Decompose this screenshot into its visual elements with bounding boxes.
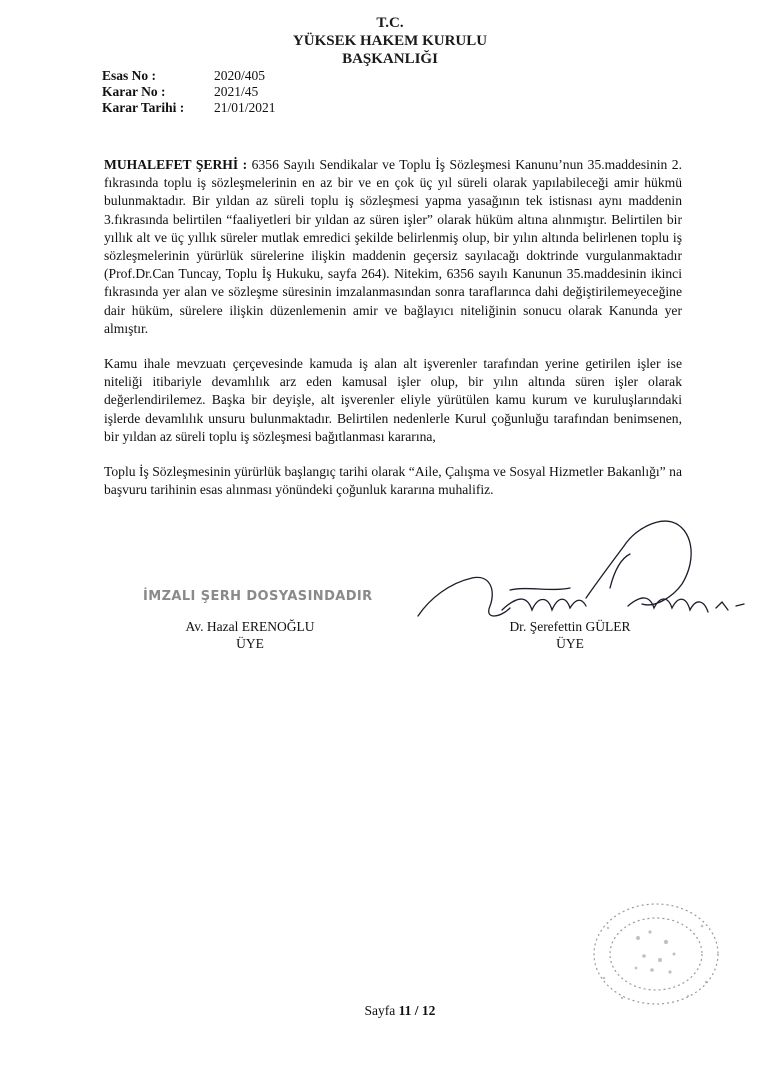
- header-office: BAŞKANLIĞI: [342, 51, 438, 67]
- meta-key: Karar No :: [102, 84, 166, 99]
- signed-copy-stamp: İMZALI ŞERH DOSYASINDADIR: [143, 588, 373, 605]
- meta-key: Karar Tarihi :: [102, 100, 185, 115]
- signatory-left: [150, 618, 350, 652]
- meta-value: 21/01/2021: [214, 100, 276, 115]
- meta-row-karar: [102, 84, 276, 100]
- case-metadata: [102, 68, 276, 116]
- signatory-role: ÜYE: [556, 636, 584, 651]
- paragraph-1-text: 6356 Sayılı Sendikalar ve Toplu İş Sözleşmesi Kanunu’nun 35.maddesinin 2. fıkrasında toplu iş sözleşmelerinin en az bir ve en çok üç yıl süreli olarak yapılabileceği amir hükmü bulunmaktadır. Bir yıldan az süreli toplu iş sözleşmesi yapma yasağının tek istisnası aynı maddenin 3.fıkrasında belirtilen “faaliyetleri bir yıldan az süren işler” olarak hüküm altına alınmıştır. Belirtilen bir yıllık alt ve üç yıllık süreler mutlak emredici şekilde belirlenmiş olup, bir yılın altında belirlenen toplu iş sözleşmelerinin yürürlük sürelerine ilişkin maddenin geçersiz sayılacağı doktrinde vurgulanmaktadır (Prof.Dr.Can Tuncay, Toplu İş Hukuku, sayfa 264). Nitekim, 6356 sayılı Kanunun 35.maddesinin ikinci fıkrasında yer alan ve sözleşme süresinin imzalanmasından sonra taraflarınca dahi değiştirilemeyeceğine dair hüküm, sürelere ilişkin düzenlemenin amir ve bağlayıcı niteliğinin sonucu olarak Kanunda yer almıştır.: [104, 157, 683, 336]
- official-seal-stamp: [578, 898, 728, 1010]
- signatory-role: ÜYE: [236, 636, 264, 651]
- document-header: [240, 14, 540, 68]
- meta-key: Esas No :: [102, 68, 157, 83]
- paragraph-3: Toplu İş Sözleşmesinin yürürlük başlangıç tarihi olarak “Aile, Çalışma ve Sosyal Hizmetler Bakanlığı” na başvuru tarihinin esas alınması yönündeki çoğunluk kararına muhalifiz.: [104, 464, 682, 498]
- signatory-right: [465, 618, 675, 652]
- page-number: 11 / 12: [398, 1003, 436, 1018]
- dissent-heading: MUHALEFET ŞERHİ :: [104, 157, 248, 172]
- meta-value: 2020/405: [214, 68, 266, 83]
- meta-row-date: [102, 100, 276, 116]
- page-label: Sayfa: [364, 1003, 399, 1018]
- meta-row-esas: [102, 68, 276, 84]
- header-institution: YÜKSEK HAKEM KURULU: [292, 33, 488, 49]
- page-footer: [300, 1003, 500, 1019]
- document-body: [104, 156, 682, 516]
- paragraph-1: [104, 156, 682, 338]
- header-tc: T.C.: [376, 15, 404, 31]
- signatory-name: Av. Hazal ERENOĞLU: [185, 619, 315, 634]
- paragraph-2: Kamu ihale mevzuatı çerçevesinde kamuda iş alan alt işverenler tarafından yerine getirilen işler ise niteliği itibariyle devamlılık arz eden kamusal işler olup, bir yılın altında süren işler olarak değerlendirilemez. Başka bir deyişle, alt işverenler eliyle yürütülen kamu kurum ve kuruluşlarındaki işlerde devamlılık unsuru bulunmaktadır. Belirtilen nedenlerle Kurul çoğunluğu tarafından benimsenen, bir yıldan az süreli toplu iş sözleşmesi bağıtlanması kararına,: [104, 356, 682, 444]
- signatory-name: Dr. Şerefettin GÜLER: [509, 619, 631, 634]
- meta-value: 2021/45: [214, 84, 259, 99]
